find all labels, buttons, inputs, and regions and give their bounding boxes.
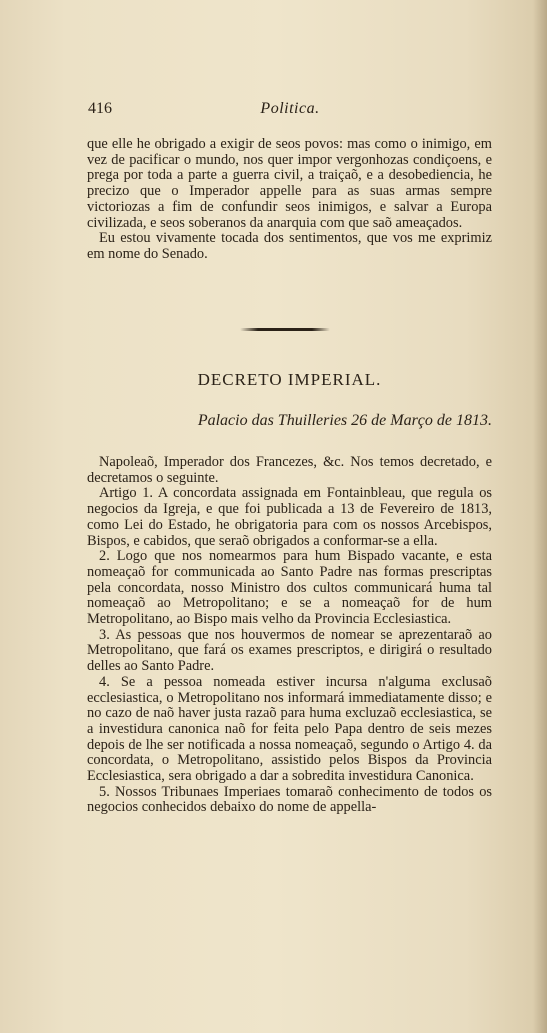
decree-article: 3. As pessoas que nos houvermos de nomear se aprezentaraõ ao Metropolitano, que fará os exames prescriptos, e dirigirá o resultado delles ao Santo Padre. [87, 626, 492, 675]
decree-article: Artigo 1. A concordata assignada em Fontainbleau, que regula os negocios da Igreja, e que foi publicada a 13 de Fevereiro de 1813, como Lei do Estado, he obrigatoria para com os nossos Arcebispos, Bispos, e cabidos, que seraõ obrigados a conformar-se a ella. [87, 485, 492, 549]
decree-article: 5. Nossos Tribunaes Imperiaes tomaraõ conhecimento de todos os negocios conhecidos debaixo do nome de appella- [87, 783, 492, 816]
decree-text [87, 455, 492, 816]
intro-paragraph: Eu estou vivamente tocada dos sentimentos, que vos me exprimiz em nome do Senado. [87, 230, 492, 262]
running-title: Politica. [260, 100, 320, 117]
page-edge-shadow [533, 0, 547, 1033]
decree-paragraph: Napoleaõ, Imperador dos Francezes, &c. Nos temos decretado, e decretamos o seguinte. [87, 454, 492, 486]
decree-dateline: Palacio das Thuilleries 26 de Março de 1813. [197, 412, 492, 429]
intro-paragraph: que elle he obrigado a exigir de seos povos: mas como o inimigo, em vez de pacificar o mundo, nos quer impor vergonhozas condiçoens, e prega por toda a parte a guerra civil, a traiçaõ, e a desobediencia, he precizo que o Imperador appelle para as suas armas sempre victoriozas a fim de confundir seos inimigos, e salvar a Europa civilizada, e seos soberanos da anarquia com que saõ ameaçados. [87, 136, 492, 231]
decree-article: 2. Logo que nos nomearmos para hum Bispado vacante, e esta nomeaçaõ for communicada ao Santo Padre nas formas prescriptas pela concordata, nosso Ministro dos cultos communicará huma tal nomeaçaõ ao Metropolitano; e se a nomeaçaõ for de hum Metropolitano, ao Bispo mais velho da Provincia Ecclesiastica. [87, 548, 492, 628]
decree-title: DECRETO IMPERIAL. [197, 370, 382, 389]
decree-article: 4. Se a pessoa nomeada estiver incursa n'alguma exclusaõ ecclesiastica, o Metropolitano nos informará immediatamente disso; e no cazo de naõ haver justa razaõ para huma excluzaõ ecclesiastica, se a investidura canonica naõ for feita pelo Papa dentro de seis mezes depois de lhe ser notificada a nossa nomeaçaõ, segundo o Artigo 4. da concordata, o Metropolitano, assistido pelos Bispos da Provincia Ecclesiastica, sera obrigado a dar a sobredita investidura Canonica. [87, 673, 492, 785]
running-head [88, 100, 492, 122]
intro-text [87, 137, 492, 263]
section-divider [240, 328, 330, 331]
page-number: 416 [88, 100, 112, 117]
